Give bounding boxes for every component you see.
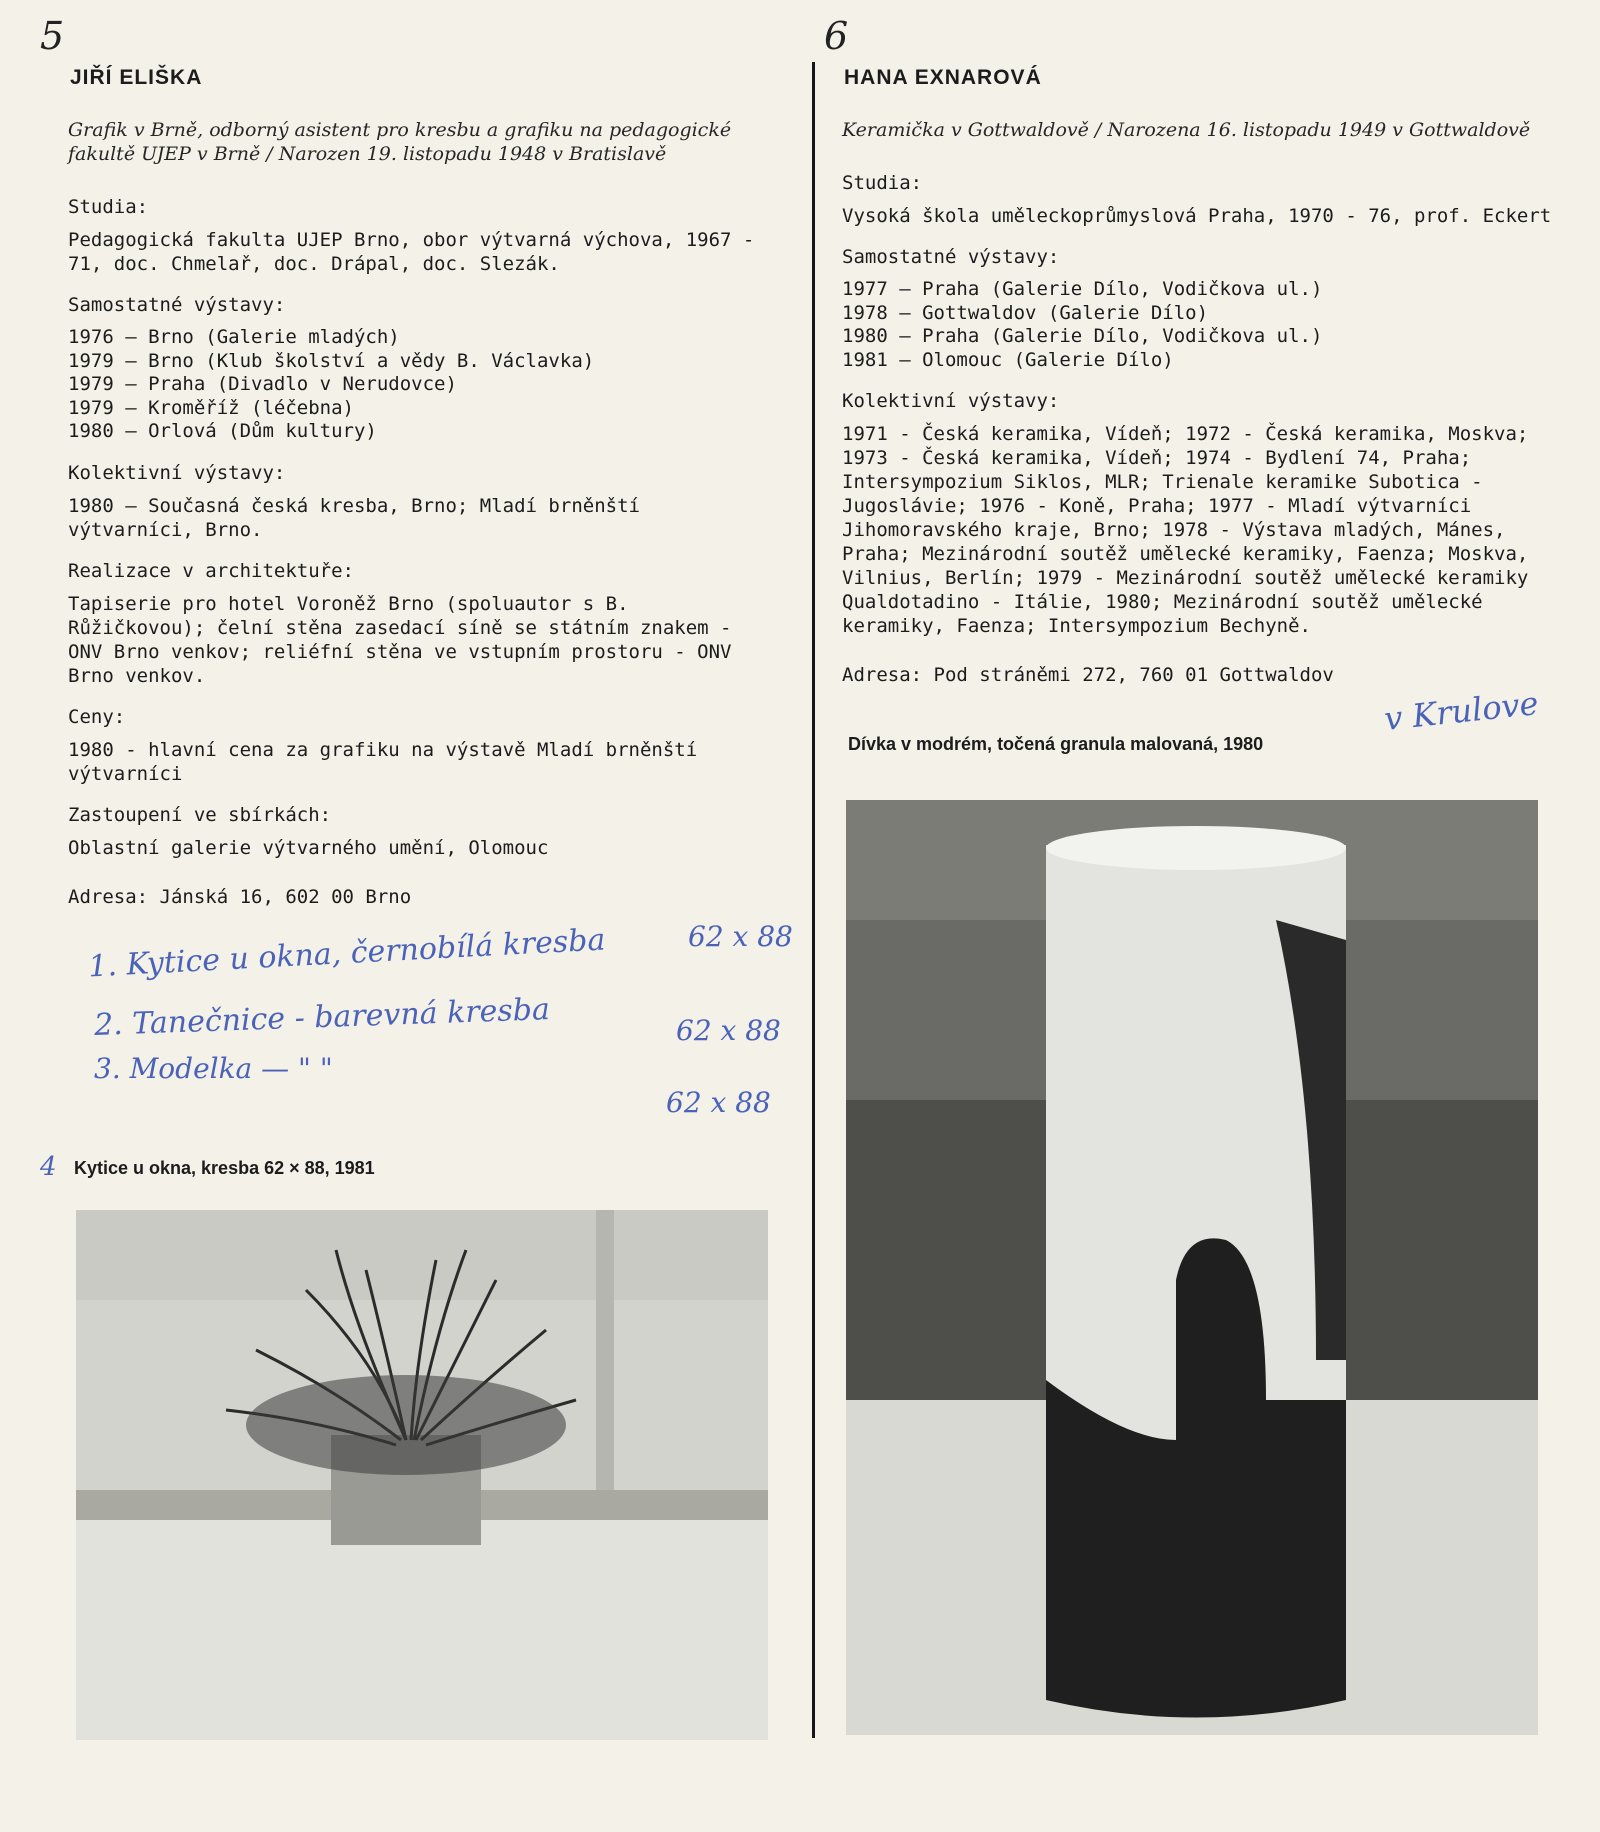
handwritten-mark: 4 [40, 1152, 57, 1182]
handwritten-dim-3: 62 x 88 [666, 1086, 771, 1119]
kolektivni-text: 1980 — Současná česká kresba, Brno; Mladí brněnští výtvarníci, Brno. [68, 494, 640, 541]
samostatne-heading: Samostatné výstavy: [68, 294, 286, 316]
kolektivni-heading: Kolektivní výstavy: [68, 461, 286, 484]
studia-text: Pedagogická fakulta UJEP Brno, obor výtvarná výchova, 1967 - 71, doc. Chmelař, doc. Drápal, doc. Slezák. [68, 229, 755, 275]
address: Adresa: Jánská 16, 602 00 Brno [68, 885, 412, 908]
realizace-text: Tapiserie pro hotel Voroněž Brno (spoluautor s B. Růžičkovou); čelní stěna zasedací síně se státním znakem - ONV Brno venkov; reliéfní stěna ve vstupním prostoru - ONV Brno venkov. [68, 592, 732, 687]
artwork-caption-left: Kytice u okna, kresba 62 × 88, 1981 [74, 1158, 375, 1178]
artwork-photo-kytice [76, 1210, 768, 1740]
samostatne-list [68, 326, 768, 444]
handwritten-dim-1: 62 x 88 [688, 920, 793, 953]
zastoupeni-heading: Zastoupení ve sbírkách: [68, 803, 332, 826]
studia-heading: Studia: [68, 196, 149, 218]
realizace-heading: Realizace v architektuře: [68, 559, 354, 582]
zastoupeni-text: Oblastní galerie výtvarného umění, Olomouc [68, 836, 549, 859]
list-item: 1977 — Praha (Galerie Dílo, Vodičkova ul.) [842, 278, 1323, 300]
page-number-left: 5 [40, 14, 65, 58]
handwritten-dim-2: 62 x 88 [676, 1014, 781, 1047]
column-divider [812, 62, 815, 1738]
handwritten-note-location: v Krulove [1382, 684, 1541, 738]
list-item: 1980 — Orlová (Dům kultury) [68, 420, 377, 442]
list-item: 1981 — Olomouc (Galerie Dílo) [842, 348, 1174, 371]
list-item: 1980 — Praha (Galerie Dílo, Vodičkova ul.) [842, 325, 1323, 347]
page-number-right: 6 [824, 14, 849, 58]
flower-bouquet-image [76, 1210, 768, 1740]
list-item: 1978 — Gottwaldov (Galerie Dílo) [842, 301, 1209, 324]
artwork-photo-divka [846, 800, 1538, 1735]
artwork-caption-right: Dívka v modrém, točená granula malovaná, 1980 [848, 734, 1264, 754]
artist-name: JIŘÍ ELIŠKA [70, 66, 203, 89]
artist-name: HANA EXNAROVÁ [844, 66, 1042, 89]
handwritten-note-1: 1. Kytice u okna, černobílá kresba [87, 922, 607, 985]
kolektivni-text: 1971 - Česká keramika, Vídeň; 1972 - Česká keramika, Moskva; 1973 - Česká keramika, Vídeň; 1974 - Bydlení 74, Praha; Intersympozium Siklos, MLR; Trienale keramike Subotica - Jugoslávie; 1976 - Koně, Praha; 1977 - Mladí výtvarníci Jihomoravského kraje, Brno; 1978 - Výstava mladých, Mánes, Praha; Mezinárodní soutěž umělecké keramiky, Faenza; Moskva, Vilnius, Berlín; 1979 - Mezinárodní soutěž umělecké keramiky Qualdotadino - Itálie, 1980; Mezinárodní soutěž umělecké keramiky, Faenza; Intersympozium Bechyně. [842, 423, 1529, 637]
handwritten-note-2: 2. Tanečnice - barevná kresba [93, 992, 551, 1043]
list-item: 1979 — Brno (Klub školství a vědy B. Václavka) [68, 349, 595, 372]
list-item: 1979 — Kroměříž (léčebna) [68, 396, 354, 419]
artist-entry-eliska [68, 60, 768, 908]
ceramic-vase-image [846, 800, 1538, 1735]
address: Adresa: Pod stráněmi 272, 760 01 Gottwaldov [842, 664, 1334, 686]
artist-intro: Grafik v Brně, odborný asistent pro kresbu a grafiku na pedagogické fakultě UJEP v Brně / Narozen 19. listopadu 1948 v Bratislavě [68, 119, 732, 165]
handwritten-note-3: 3. Modelka — " " [94, 1052, 333, 1085]
artist-intro: Keramička v Gottwaldově / Narozena 16. listopadu 1949 v Gottwaldově [842, 119, 1531, 141]
ceny-heading: Ceny: [68, 705, 126, 728]
list-item: 1976 — Brno (Galerie mladých) [68, 326, 400, 348]
samostatne-heading: Samostatné výstavy: [842, 246, 1060, 268]
samostatne-list [842, 278, 1552, 372]
ceny-text: 1980 - hlavní cena za grafiku na výstavě Mladí brněnští výtvarníci [68, 738, 698, 785]
artist-entry-exnarova [842, 60, 1552, 686]
list-item: 1979 — Praha (Divadlo v Nerudovce) [68, 373, 457, 395]
studia-text: Vysoká škola uměleckoprůmyslová Praha, 1970 - 76, prof. Eckert [842, 205, 1552, 227]
kolektivni-heading: Kolektivní výstavy: [842, 390, 1060, 412]
studia-heading: Studia: [842, 172, 923, 194]
